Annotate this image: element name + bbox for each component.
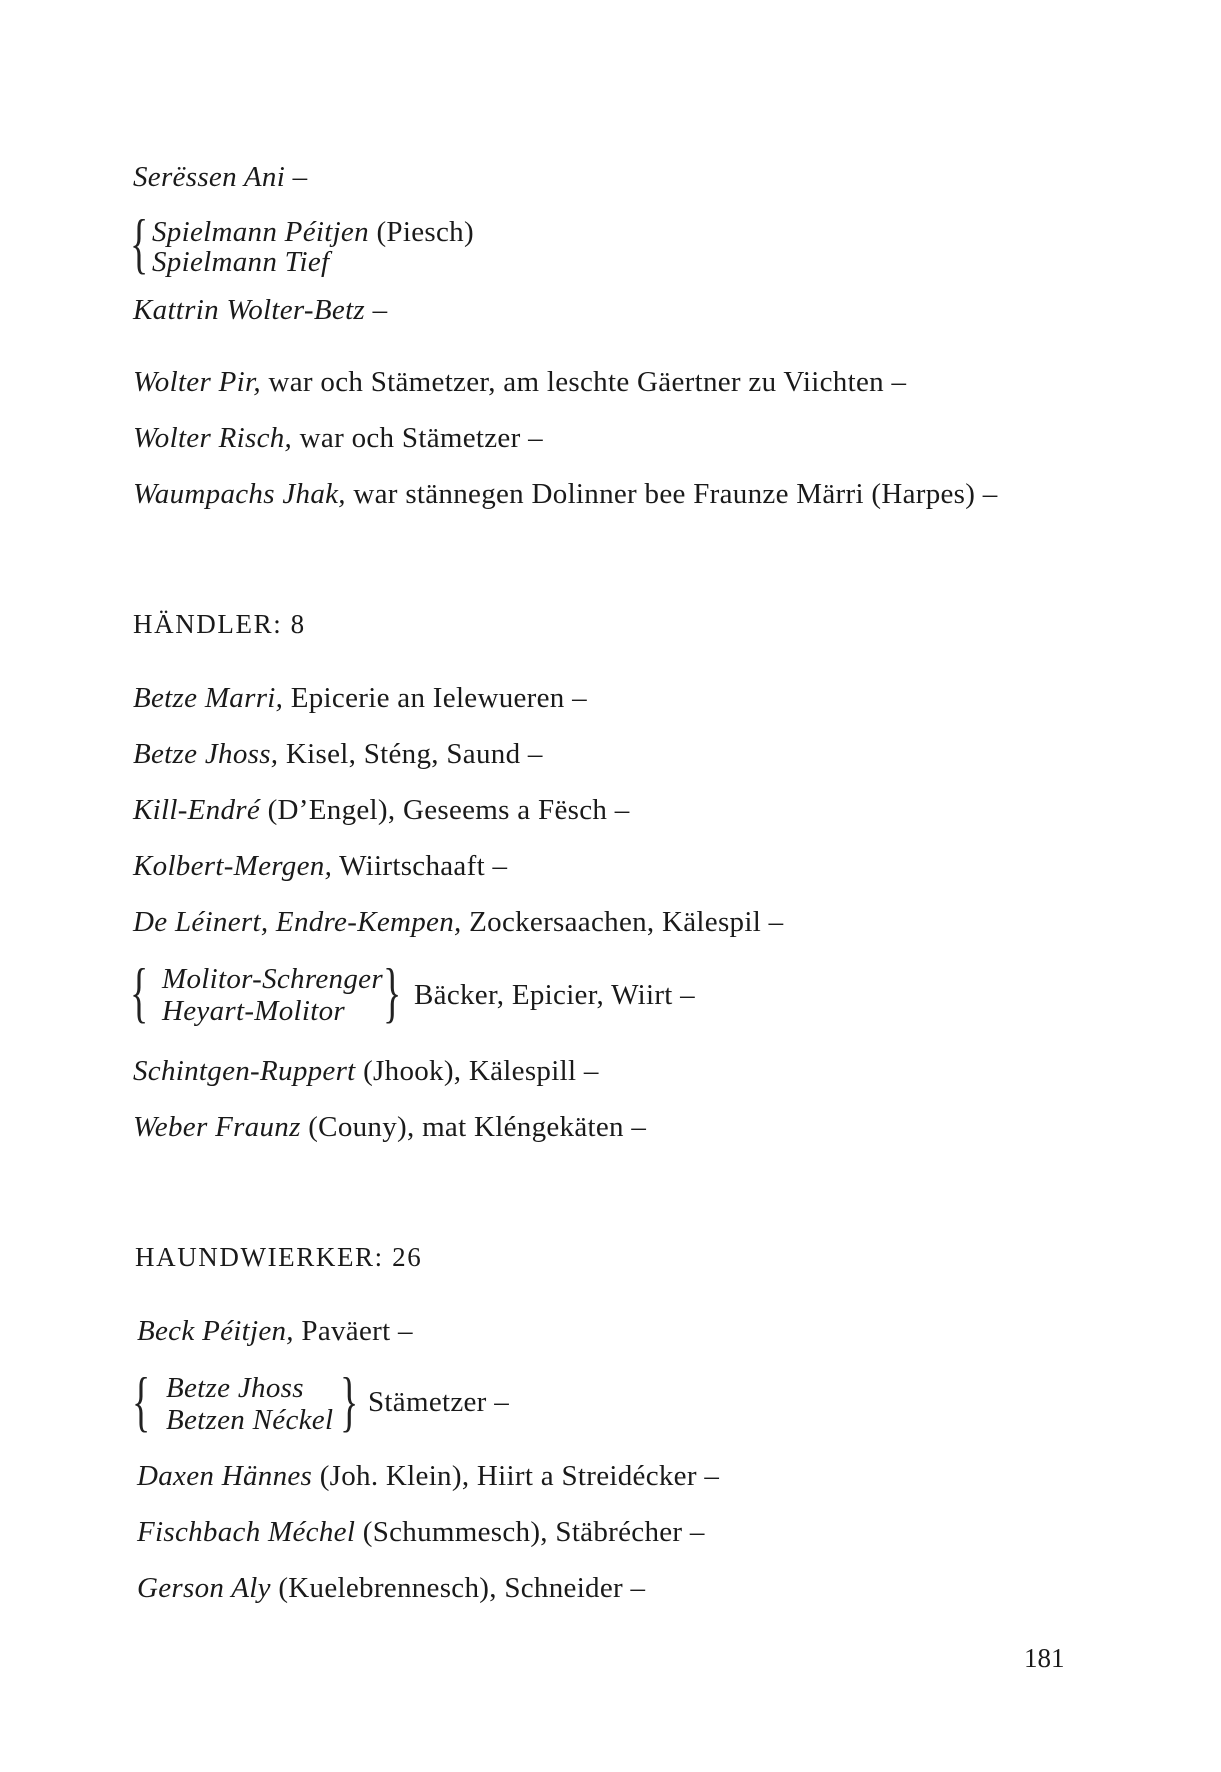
left-brace-icon: {	[130, 956, 149, 1031]
entry-name: Weber Fraunz	[133, 1111, 301, 1143]
entry-text: war och Stämetzer –	[292, 422, 543, 454]
page-number: 181	[1024, 1643, 1065, 1673]
entry-text: –	[365, 294, 388, 326]
entry-leinert	[133, 905, 783, 939]
entry-name: Wolter Risch,	[133, 422, 293, 454]
entry-wolter-risch	[133, 421, 543, 455]
entry-beck-peitjen	[137, 1314, 413, 1348]
entry-name: Gerson Aly	[137, 1572, 271, 1604]
left-brace-icon: {	[132, 1365, 151, 1440]
group-occupation: Bäcker, Epicier, Wiirt –	[414, 979, 695, 1011]
entry-name: Beck Péitjen,	[137, 1315, 294, 1347]
entry-text: Wiirtschaaft –	[332, 850, 508, 882]
entry-text: (Schummesch), Stäbrécher –	[355, 1516, 705, 1548]
entry-text: Epicerie an Ielewueren –	[283, 682, 587, 714]
entry-text: Paväert –	[293, 1315, 413, 1347]
entry-text: Zockersaachen, Kälespil –	[461, 906, 784, 938]
entry-text: –	[285, 161, 308, 193]
group-line-1: Betze Jhoss	[166, 1372, 304, 1404]
entry-betze-marri	[133, 681, 587, 715]
entry-text: (Jhook), Kälespill –	[355, 1055, 599, 1087]
entry-fischbach	[137, 1515, 705, 1549]
entry-text: Kisel, Sténg, Saund –	[278, 738, 543, 770]
entry-kolbert-mergen	[133, 849, 507, 883]
entry-name: Waumpachs Jhak,	[133, 478, 346, 510]
entry-name: Betze Marri,	[133, 682, 284, 714]
entry-text: (D’Engel), Geseems a Fësch –	[260, 794, 630, 826]
right-brace-icon: }	[340, 1365, 359, 1440]
entry-name: Kattrin Wolter-Betz	[133, 294, 366, 326]
group-occupation: Stämetzer –	[368, 1386, 509, 1418]
section-heading-haendler: HÄNDLER: 8	[133, 609, 306, 639]
entry-name: Schintgen-Ruppert	[133, 1055, 356, 1087]
entry-gerson-aly	[137, 1571, 645, 1605]
entry-wolter-pir	[133, 365, 906, 399]
group-line-1: Molitor-Schrenger	[162, 963, 383, 995]
group-line-1	[152, 216, 474, 249]
entry-name: Serëssen Ani	[133, 161, 286, 193]
group-line-2: Heyart-Molitor	[162, 995, 346, 1027]
entry-betze-jhoss	[133, 737, 543, 771]
group-line-2: Spielmann Tief	[152, 246, 330, 278]
left-brace-icon: {	[130, 207, 149, 282]
entry-waumpachs	[133, 477, 998, 511]
group-line-2: Betzen Néckel	[166, 1404, 334, 1436]
entry-weber-fraunz	[133, 1110, 646, 1144]
entry-seressen	[133, 160, 307, 194]
entry-name: Daxen Hännes	[137, 1460, 313, 1492]
entry-name: Betze Jhoss,	[133, 738, 279, 770]
entry-text: (Piesch)	[368, 216, 474, 248]
entry-name: Fischbach Méchel	[137, 1516, 356, 1548]
entry-daxen-haennes	[137, 1459, 719, 1493]
entry-text: war stännegen Dolinner bee Fraunze Märri (Harpes) –	[345, 478, 998, 510]
entry-text: war och Stämetzer, am leschte Gäertner zu Viichten –	[260, 366, 907, 398]
entry-name: Spielmann Péitjen	[152, 216, 369, 248]
entry-schintgen	[133, 1054, 599, 1088]
entry-text: (Joh. Klein), Hiirt a Streidécker –	[312, 1460, 720, 1492]
section-heading-haundwierker: HAUNDWIERKER: 26	[135, 1242, 423, 1272]
entry-name: Kolbert-Mergen,	[133, 850, 333, 882]
entry-text: (Couny), mat Kléngekäten –	[300, 1111, 647, 1143]
entry-kill-endre	[133, 793, 630, 827]
entry-name: De Léinert, Endre-Kempen,	[133, 906, 462, 938]
entry-name: Wolter Pir,	[133, 366, 261, 398]
entry-kattrin	[133, 293, 387, 327]
entry-text: (Kuelebrennesch), Schneider –	[270, 1572, 646, 1604]
right-brace-icon: }	[383, 956, 402, 1031]
entry-name: Kill-Endré	[133, 794, 261, 826]
